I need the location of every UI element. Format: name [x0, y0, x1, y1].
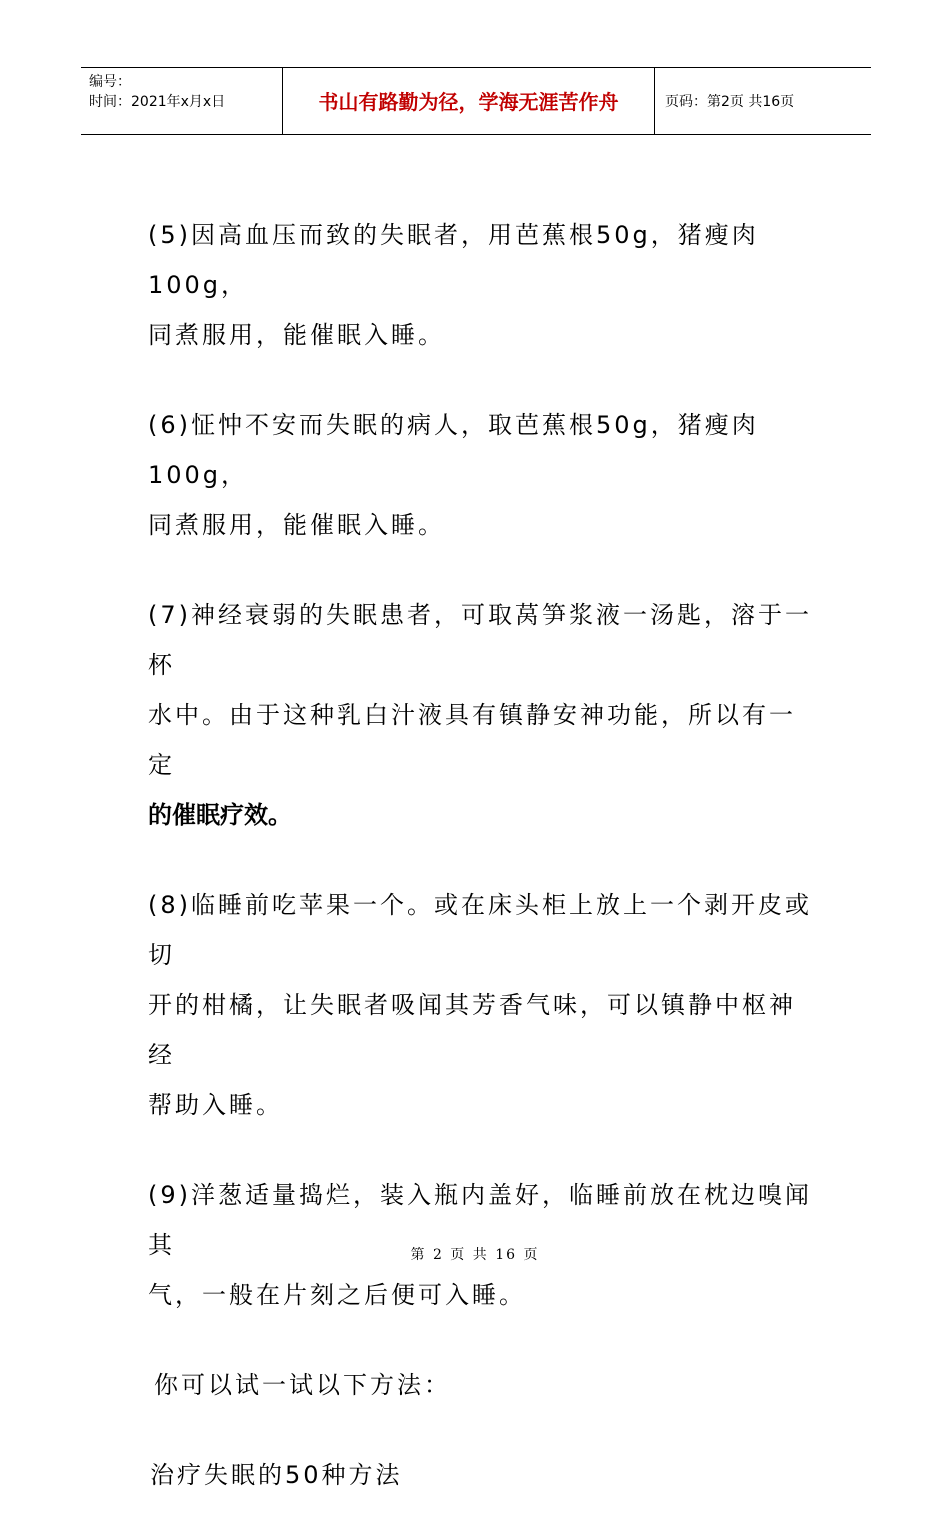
paragraph-8 — [148, 880, 818, 1130]
paragraph-line: (8)临睡前吃苹果一个。或在床头柜上放上一个剥开皮或切 — [148, 891, 812, 969]
header-motto: 书山有路勤为径，学海无涯苦作舟 — [283, 68, 655, 134]
paragraph-line: (6)怔忡不安而失眠的病人，取芭蕉根50g，猪瘦肉100g， — [148, 411, 759, 489]
section-title: 治疗失眠的50种方法 — [150, 1461, 403, 1489]
paragraph-line: 同煮服用，能催眠入睡。 — [148, 511, 445, 539]
page-footer: 第 2 页 共 16 页 — [410, 1247, 540, 1263]
intro-line: 你可以试一试以下方法： — [154, 1371, 451, 1399]
paragraph-line: 水中。由于这种乳白汁液具有镇静安神功能，所以有一定 — [148, 701, 796, 779]
page-header — [81, 67, 871, 135]
document-body — [148, 210, 818, 1540]
number-label: 编号： — [89, 74, 131, 90]
paragraph-line: 同煮服用，能催眠入睡。 — [148, 321, 445, 349]
paragraph-line: (9)洋葱适量捣烂，装入瓶内盖好，临睡前放在枕边嗅闻其 — [148, 1181, 812, 1259]
paragraph-line: (7)神经衰弱的失眠患者，可取莴笋浆液一汤匙，溶于一杯 — [148, 601, 812, 679]
paragraph-line: 开的柑橘，让失眠者吸闻其芳香气味，可以镇静中枢神经 — [148, 991, 796, 1069]
paragraph-5 — [148, 210, 818, 360]
header-page-info: 页码：第2页 共16页 — [665, 94, 795, 110]
header-meta — [81, 68, 283, 134]
paragraph-line: 的催眠疗效。 — [148, 801, 292, 829]
paragraph-line: (5)因高血压而致的失眠者，用芭蕉根50g，猪瘦肉100g， — [148, 221, 759, 299]
paragraph-7 — [148, 590, 818, 840]
time-label: 时间：2021年x月x日 — [89, 94, 226, 110]
paragraph-line: 气，一般在片刻之后便可入睡。 — [148, 1281, 526, 1309]
paragraph-6 — [148, 400, 818, 550]
paragraph-line: 帮助入睡。 — [148, 1091, 283, 1119]
